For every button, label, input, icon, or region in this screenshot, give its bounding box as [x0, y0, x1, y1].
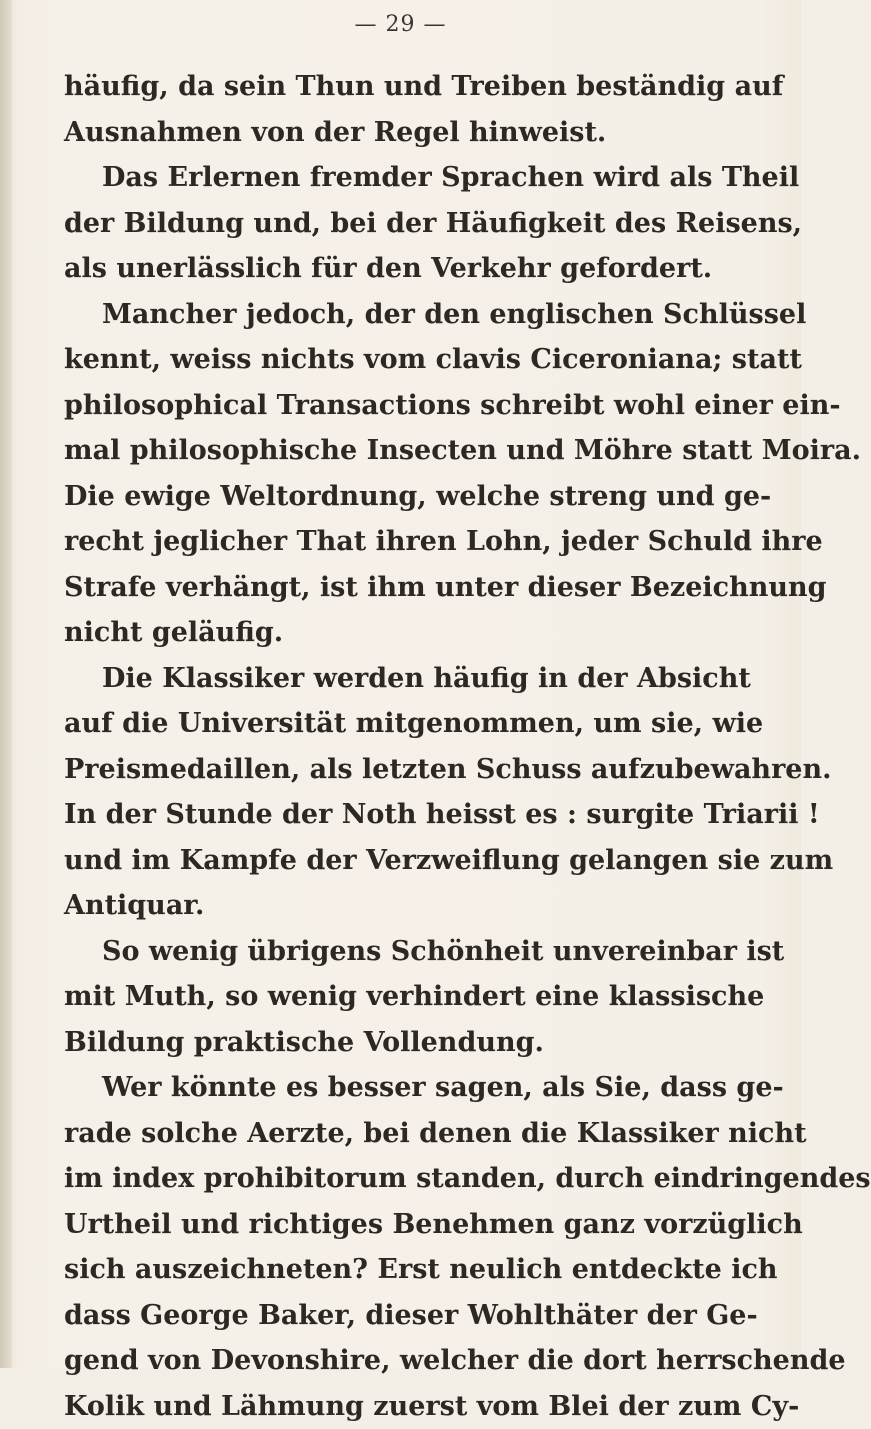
text-line: Strafe verhängt, ist ihm unter dieser Bezeichnung: [64, 565, 744, 611]
text-line: In der Stunde der Noth heisst es : surgite Triarii !: [64, 792, 744, 838]
text-line: im index prohibitorum standen, durch eindringendes: [64, 1156, 744, 1202]
text-line: als unerlässlich für den Verkehr gefordert.: [64, 246, 744, 292]
paragraph-start-line: Wer könnte es besser sagen, als Sie, dass ge-: [64, 1065, 744, 1111]
text-line: Preismedaillen, als letzten Schuss aufzubewahren.: [64, 747, 744, 793]
text-line: Die ewige Weltordnung, welche streng und ge-: [64, 474, 744, 520]
text-line: gend von Devonshire, welcher die dort herrschende: [64, 1338, 744, 1384]
text-line: rade solche Aerzte, bei denen die Klassiker nicht: [64, 1111, 744, 1157]
text-line: der Bildung und, bei der Häufigkeit des Reisens,: [64, 201, 744, 247]
text-line: Bildung praktische Vollendung.: [64, 1020, 744, 1066]
text-line: häufig, da sein Thun und Treiben beständig auf: [64, 64, 744, 110]
text-line: sich auszeichneten? Erst neulich entdeckte ich: [64, 1247, 744, 1293]
paragraph-start-line: Das Erlernen fremder Sprachen wird als Theil: [64, 155, 744, 201]
body-text: [64, 64, 744, 1429]
text-line: nicht geläufig.: [64, 610, 744, 656]
paragraph-start-line: So wenig übrigens Schönheit unvereinbar ist: [64, 929, 744, 975]
paragraph-start-line: Mancher jedoch, der den englischen Schlüssel: [64, 292, 744, 338]
text-line: Urtheil und richtiges Benehmen ganz vorzüglich: [64, 1202, 744, 1248]
text-line: auf die Universität mitgenommen, um sie, wie: [64, 701, 744, 747]
page-number: — 29 —: [0, 12, 801, 37]
text-line: kennt, weiss nichts vom clavis Ciceroniana; statt: [64, 337, 744, 383]
text-line: Kolik und Lähmung zuerst vom Blei der zum Cy-: [64, 1384, 744, 1429]
text-line: Antiquar.: [64, 883, 744, 929]
paragraph-start-line: Die Klassiker werden häufig in der Absicht: [64, 656, 744, 702]
text-line: philosophical Transactions schreibt wohl einer ein-: [64, 383, 744, 429]
page-gutter: [0, 0, 12, 1368]
text-line: mit Muth, so wenig verhindert eine klassische: [64, 974, 744, 1020]
text-line: mal philosophische Insecten und Möhre statt Moira.: [64, 428, 744, 474]
text-line: Ausnahmen von der Regel hinweist.: [64, 110, 744, 156]
text-line: und im Kampfe der Verzweiflung gelangen sie zum: [64, 838, 744, 884]
text-line: recht jeglicher That ihren Lohn, jeder Schuld ihre: [64, 519, 744, 565]
text-line: dass George Baker, dieser Wohlthäter der Ge-: [64, 1293, 744, 1339]
